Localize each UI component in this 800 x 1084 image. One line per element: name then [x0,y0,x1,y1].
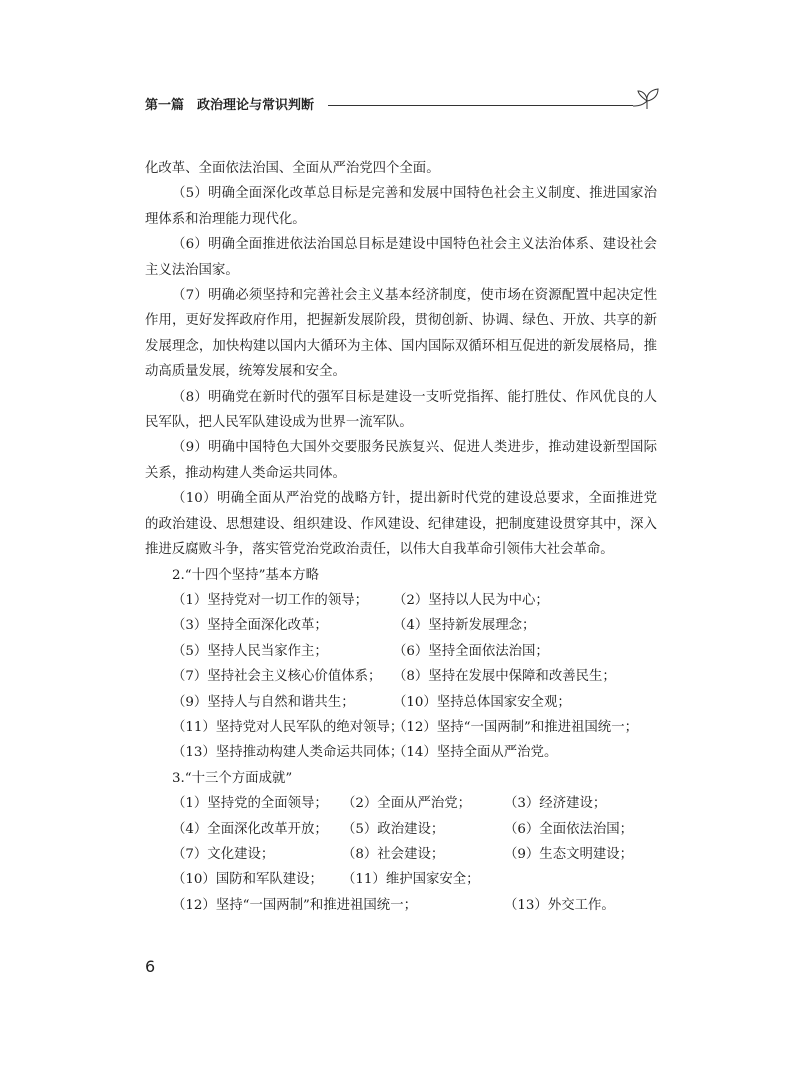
list-item: （3）坚持全面深化改革； [172,618,328,634]
list-item: （12）坚持“一国两制”和推进祖国统一； [393,719,638,735]
paragraph-item-9: （9）明确中国特色大国外交要服务民族复兴、促进人类进步，推动建设新型国际关系，推动构建人类命运共同体。 [145,440,657,481]
list-row [145,690,657,715]
page-body [145,156,657,918]
list-item: （1）坚持党的全面领导； [172,796,328,812]
list-item: （12）坚持“一国两制”和推进祖国统一； [172,897,417,913]
list-item: （2）坚持以人民为中心； [393,592,549,608]
list-row [145,842,657,867]
header-rule [328,105,633,106]
section-heading-13-achievements: 3.“十三个方面成就” [172,770,293,786]
list-item: （3）经济建设； [504,796,607,812]
list-row [145,893,657,918]
paragraph-item-5: （5）明确全面深化改革总目标是完善和发展中国特色社会主义制度、推进国家治理体系和治理能力现代化。 [145,186,657,227]
list-item: （2）全面从严治党； [342,796,472,812]
list-item: （13）坚持推动构建人类命运共同体； [172,745,404,761]
list-item: （10）国防和军队建设； [172,872,323,888]
list-item: （9）坚持人与自然和谐共生； [172,694,355,710]
paragraph-continuation: 化改革、全面依法治国、全面从严治党四个全面。 [145,161,440,176]
sprout-icon [631,86,663,112]
list-item: （11）坚持党对人民军队的绝对领导； [172,719,404,735]
list-item: （1）坚持党对一切工作的领导； [172,592,368,608]
list-item: （7）坚持社会主义核心价值体系； [172,669,382,685]
list-item: （10）坚持总体国家安全观； [393,694,571,710]
paragraph-item-7: （7）明确必须坚持和完善社会主义基本经济制度，使市场在资源配置中起决定性作用，更好发挥政府作用，把握新发展阶段，贯彻创新、协调、绿色、开放、共享的新发展理念，加快构建以国内大循环为主体、国内国际双循环相互促进的新发展格局，推动高质量发展，统筹发展和安全。 [145,288,657,380]
list-item: （5）政治建设； [342,821,445,837]
list-item: （14）坚持全面从严治党。 [393,745,558,761]
list-row [145,588,657,613]
list-row [145,740,657,765]
list-row [145,664,657,689]
list-item: （7）文化建设； [172,846,275,862]
list-item: （4）坚持新发展理念； [393,618,536,634]
list-item: （4）全面深化改革开放； [172,821,328,837]
list-item: （8）坚持在发展中保障和改善民生； [393,669,616,685]
list-item: （13）外交工作。 [504,897,615,913]
list-item: （6）坚持全面依法治国； [393,643,549,659]
list-item: （5）坚持人民当家作主； [172,643,328,659]
list-item: （6）全面依法治国； [504,821,634,837]
running-header [145,92,660,122]
paragraph-item-6: （6）明确全面推进依法治国总目标是建设中国特色社会主义法治体系、建设社会主义法治国家。 [145,237,657,278]
paragraph-item-8: （8）明确党在新时代的强军目标是建设一支听党指挥、能打胜仗、作风优良的人民军队，把人民军队建设成为世界一流军队。 [145,389,657,431]
list-item: （8）社会建设； [342,846,445,862]
paragraph-item-10: （10）明确全面从严治党的战略方针，提出新时代党的建设总要求，全面推进党的政治建设、思想建设、组织建设、作风建设、纪律建设，把制度建设贯穿其中，深入推进反腐败斗争，落实管党治党政治责任，以伟大自我革命引领伟大社会革命。 [145,491,657,558]
section-heading-14-principles: 2.“十四个坚持”基本方略 [172,567,319,583]
list-row [145,817,657,842]
list-row [145,867,657,892]
list-row [145,791,657,816]
list-row [145,715,657,740]
list-row [145,639,657,664]
header-title: 第一篇 政治理论与常识判断 [145,98,315,113]
page-number: 6 [145,957,156,976]
list-item: （11）维护国家安全； [342,872,480,888]
list-row [145,613,657,638]
list-item: （9）生态文明建设； [504,846,634,862]
